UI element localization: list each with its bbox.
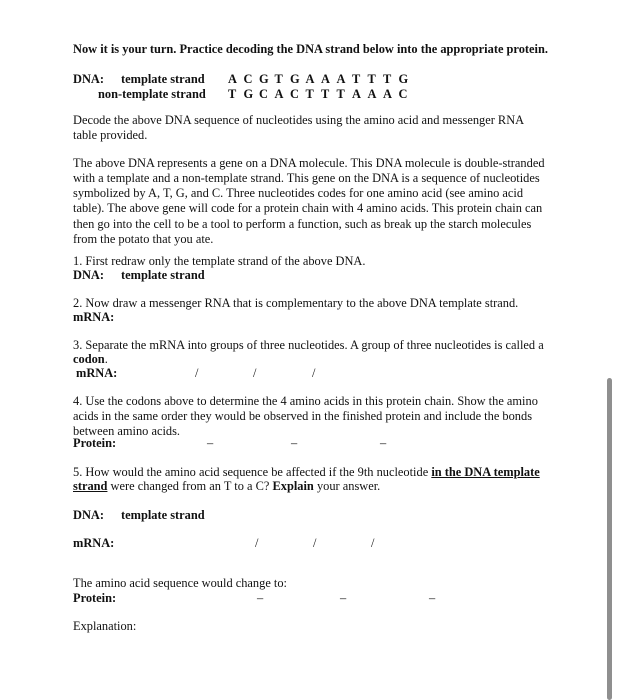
q3-codon-line (73, 352, 108, 367)
q5-text: 5. How would the amino acid sequence be affected if the 9th nucleotide (73, 465, 429, 479)
q2-mrna-label: mRNA: (73, 310, 115, 324)
decode-instruction: Decode the above DNA sequence of nucleotides using the amino acid and messenger RNA table provided. (73, 113, 524, 143)
q1-dna-label: DNA: (73, 268, 104, 282)
peptide-bond: – (291, 436, 298, 450)
nontemplate-nucleotide: A (352, 87, 361, 101)
template-nucleotide: T (352, 72, 361, 86)
question-1: 1. First redraw only the template strand of the above DNA. (73, 254, 366, 268)
nontemplate-nucleotide: C (259, 87, 268, 101)
q5-text-mid: were changed from an T to a C? (110, 479, 270, 493)
q1-template-strand-label: template strand (121, 268, 205, 282)
q5-explain: Explain (272, 479, 314, 493)
codon-separator: / (255, 536, 259, 550)
codon-separator: / (253, 366, 257, 380)
nontemplate-nucleotide: A (274, 87, 284, 101)
codon-term: codon (73, 352, 105, 366)
template-nucleotide: T (367, 72, 376, 86)
q5-dna-label: DNA: (73, 508, 104, 522)
q5-emphasis: in the DNA template (431, 465, 540, 479)
nontemplate-sequence (228, 87, 414, 102)
q5-template-strand-label: template strand (121, 508, 205, 522)
nontemplate-nucleotide: G (243, 87, 254, 101)
q4-protein-label: Protein: (73, 436, 117, 450)
template-nucleotide: A (336, 72, 346, 86)
codon-separator: / (312, 366, 316, 380)
template-nucleotide: G (398, 72, 409, 86)
nontemplate-nucleotide: T (321, 87, 330, 101)
nontemplate-nucleotide: T (228, 87, 237, 101)
q5-text-post: your answer. (316, 479, 381, 493)
peptide-bond: – (207, 436, 214, 450)
peptide-bond: – (257, 591, 264, 605)
template-nucleotide: G (290, 72, 300, 86)
question-2: 2. Now draw a messenger RNA that is complementary to the above DNA template strand. (73, 296, 519, 310)
nontemplate-nucleotide: C (290, 87, 299, 101)
peptide-bond: – (340, 591, 347, 605)
template-nucleotide: T (383, 72, 392, 86)
question-3 (73, 338, 544, 353)
question-5-line-2 (73, 479, 380, 494)
codon-separator: / (313, 536, 317, 550)
nontemplate-nucleotide: T (336, 87, 345, 101)
nontemplate-nucleotide: A (383, 87, 392, 101)
template-nucleotide: A (228, 72, 237, 86)
q5-change-text: The amino acid sequence would change to: (73, 576, 288, 590)
peptide-bond: – (429, 591, 436, 605)
q5-mrna-label: mRNA: (73, 536, 115, 550)
template-nucleotide: G (259, 72, 269, 86)
template-nucleotide: A (321, 72, 330, 86)
nontemplate-strand-label: non-template strand (98, 87, 206, 101)
page-title: Now it is your turn. Practice decoding the DNA strand below into the appropriate protein. (73, 42, 548, 56)
intro-paragraph: The above DNA represents a gene on a DNA molecule. This DNA molecule is double-stranded with a template and a non-template strand. This gene on the DNA is a sequence of nucleotides symbolized by A, T, G, and C. Three nucleotides codes for one amino acid (see amino acid table). The above gene will code for a protein chain with 4 amino acids. This protein chain can then go into the cell to be a tool to perform a function, such as break up the starch molecules from the potato that you ate. (73, 156, 545, 246)
codon-separator: / (371, 536, 375, 550)
dna-label: DNA: (73, 72, 104, 86)
template-sequence (228, 72, 414, 87)
nontemplate-nucleotide: T (305, 87, 314, 101)
q3-period: . (104, 352, 108, 366)
nontemplate-nucleotide: C (398, 87, 408, 101)
template-nucleotide: A (305, 72, 315, 86)
nontemplate-nucleotide: A (367, 87, 377, 101)
codon-separator: / (195, 366, 199, 380)
q3-mrna-label: mRNA: (76, 366, 118, 380)
question-4: 4. Use the codons above to determine the 4 amino acids in this protein chain. Show the amino acids in the same order they would be observed in the finished protein and include the bonds between amino acids. (73, 394, 538, 439)
question-5-line-1 (73, 465, 540, 480)
q5-explanation-label: Explanation: (73, 619, 137, 633)
template-nucleotide: C (243, 72, 253, 86)
q5-protein-label: Protein: (73, 591, 117, 605)
scrollbar[interactable] (607, 378, 612, 700)
peptide-bond: – (380, 436, 387, 450)
template-nucleotide: T (274, 72, 283, 86)
q5-emphasis-strand: strand (73, 479, 108, 493)
template-strand-label: template strand (121, 72, 205, 86)
q3-text: 3. Separate the mRNA into groups of three nucleotides. A group of three nucleotides is called a (73, 338, 544, 352)
